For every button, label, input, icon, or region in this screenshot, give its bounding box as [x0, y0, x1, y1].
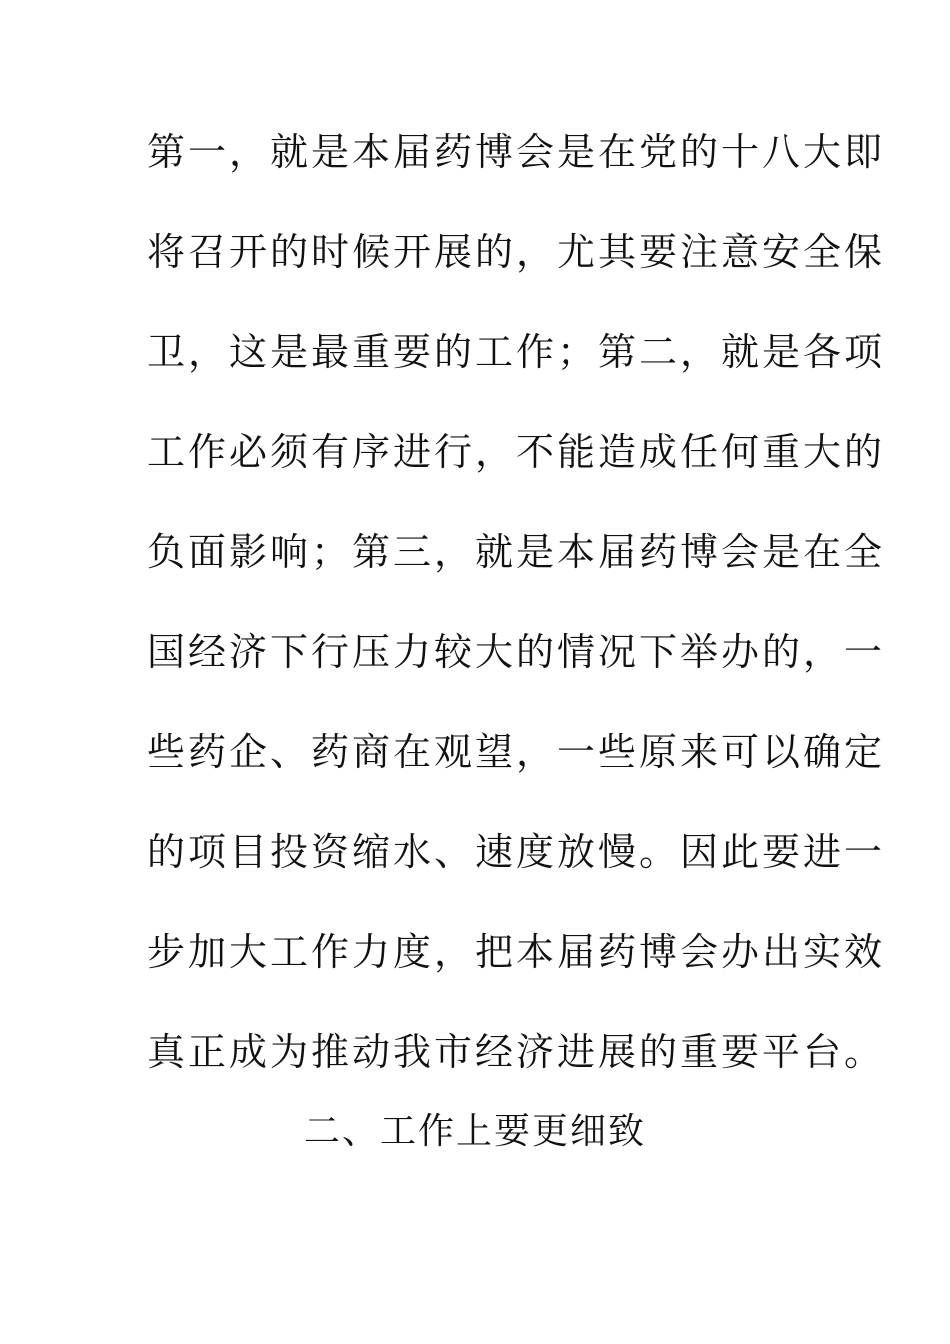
- paragraph-line: 工作必须有序进行，不能造成任何重大的: [147, 430, 886, 474]
- paragraph-line: 步加大工作力度，把本届药博会办出实效: [147, 930, 886, 974]
- paragraph-line: 卫，这是最重要的工作；第二，就是各项: [147, 330, 886, 374]
- paragraph-line: 负面影响；第三，就是本届药博会是在全: [147, 530, 886, 574]
- paragraph-line: 些药企、药商在观望，一些原来可以确定: [147, 730, 886, 774]
- paragraph-line: 第一，就是本届药博会是在党的十八大即: [147, 130, 886, 174]
- section-heading: 二、工作上要更细致: [303, 1111, 646, 1152]
- paragraph-line: 国经济下行压力较大的情况下举办的，一: [147, 630, 886, 674]
- paragraph-line: 将召开的时候开展的，尤其要注意安全保: [147, 230, 886, 274]
- paragraph-line: 的项目投资缩水、速度放慢。因此要进一: [147, 830, 886, 874]
- paragraph-line: 真正成为推动我市经济进展的重要平台。: [147, 1030, 886, 1074]
